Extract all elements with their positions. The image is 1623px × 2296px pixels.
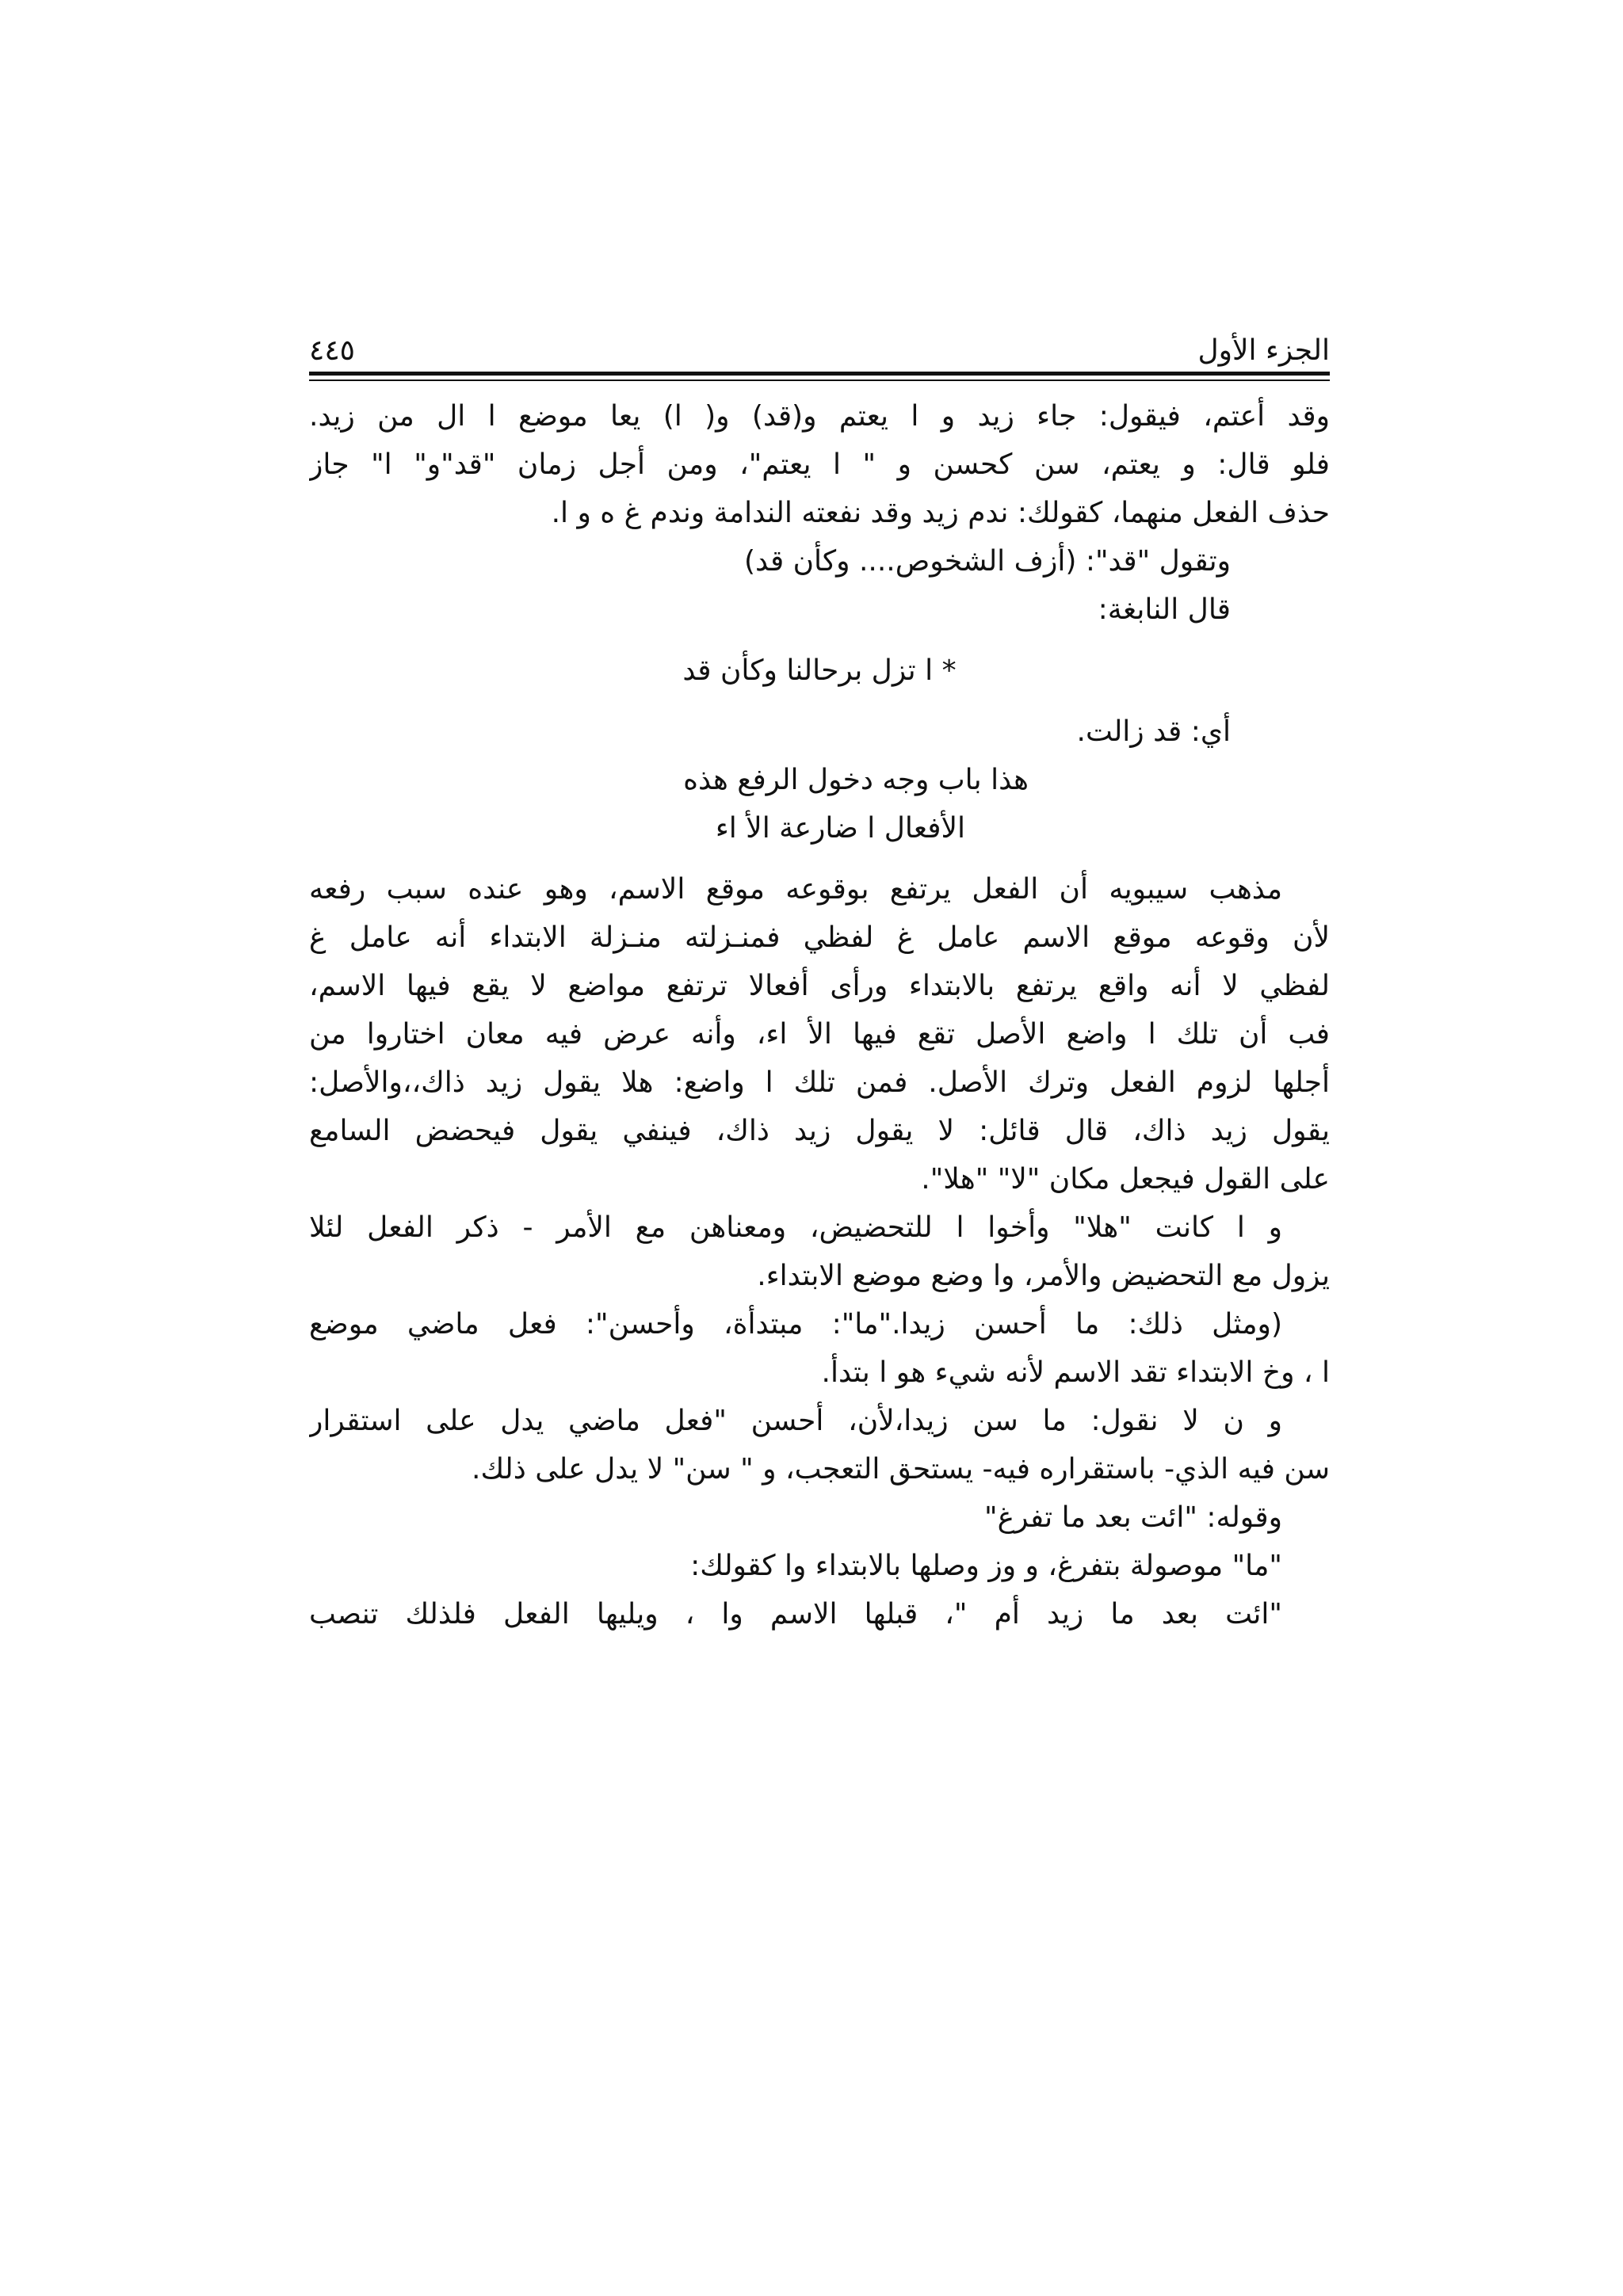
book-page xyxy=(309,321,1330,1638)
text-line: لفظي لا أنه واقع يرتفع بالابتداء ورأى أفعالا ترتفع مواضع لا يقع فيها الاسم، xyxy=(309,970,1330,1002)
text-line: لأن وقوعه موقع الاسم عامل غ لفظي فمنـزلته منـزلة الابتداء أنه عامل غ xyxy=(309,921,1330,954)
text-line: فب أن تلك ا واضع الأصل تقع فيها الأ اء، وأنه عرض فيه معان اختاروا من xyxy=(309,1018,1330,1051)
text-line: فلو قال: و يعتم، سن كحسن و " ا يعتم"، ومن أجل زمان "قد"و" ا" جاز xyxy=(309,448,1330,481)
text-line: "ما" موصولة بتفرغ، و وز وصلها بالابتداء وا كقولك: xyxy=(690,1550,1282,1582)
text-line: وقد أعتم، فيقول: جاء زيد و ا يعتم و(قد) و( ا) يعا موضع ا ال من زيد. xyxy=(309,400,1330,433)
verse-line: * ا تزل برحالنا وكأن قد xyxy=(682,654,957,687)
text-line: مذهب سيبويه أن الفعل يرتفع بوقوعه موقع الاسم، وهو عنده سبب رفعه xyxy=(309,873,1282,906)
running-header xyxy=(309,321,1330,367)
text-line: يزول مع التحضيض والأمر، وا وضع موضع الابتداء. xyxy=(757,1260,1330,1292)
text-line: على القول فيجعل مكان "لا" "هلا". xyxy=(921,1163,1330,1196)
text-line: يقول زيد ذاك، قال قائل: لا يقول زيد ذاك، فينفي يقول فيحضض السامع xyxy=(309,1115,1330,1147)
text-line: (ومثل ذلك: ما أحسن زيدا."ما": مبتدأة، وأحسن": فعل ماضي موضع xyxy=(309,1308,1282,1341)
page-body xyxy=(309,392,1330,1638)
text-line: و ن لا نقول: ما سن زيدا،لأن، أحسن "فعل ماضي يدل على استقرار xyxy=(309,1405,1282,1437)
text-line: "ائت بعد ما زيد أم "، قبلها الاسم وا ، ويليها الفعل فلذلك تنصب xyxy=(309,1598,1282,1630)
text-line: قال النابغة: xyxy=(1098,593,1231,626)
text-line: وتقول "قد": (أزف الشخوص.... وكأن قد) xyxy=(744,545,1231,578)
section-heading-line-2: الأفعال ا ضارعة الأ اء xyxy=(715,812,965,845)
text-line: وقوله: "ائت بعد ما تفرغ" xyxy=(984,1501,1282,1534)
section-heading-line-1: هذا باب وجه دخول الرفع هذه xyxy=(683,764,1029,796)
text-line: سن فيه الذي- باستقراره فيه- يستحق التعجب، و " سن" لا يدل على ذلك. xyxy=(472,1453,1330,1486)
text-line: حذف الفعل منهما، كقولك: ندم زيد وقد نفعته الندامة وندم غ ه و ا. xyxy=(551,497,1330,529)
header-double-rule xyxy=(309,372,1330,381)
spacer xyxy=(309,695,1330,707)
running-title: الجزء الأول xyxy=(1197,334,1330,367)
text-line: ا ، وخ الابتداء تقد الاسم لأنه شيء هو ا بتدأ. xyxy=(821,1356,1330,1389)
text-line: أي: قد زالت. xyxy=(1076,715,1231,748)
page-number: ٤٤٥ xyxy=(309,334,356,367)
text-line: و ا كانت "هلا" وأخوا ا للتحضيض، ومعناهن مع الأمر - ذكر الفعل لئلا xyxy=(309,1211,1282,1244)
text-line: أجلها لزوم الفعل وترك الأصل. فمن تلك ا واضع: هلا يقول زيد ذاك،،والأصل: xyxy=(309,1066,1330,1099)
spacer xyxy=(309,852,1330,865)
spacer xyxy=(309,634,1330,646)
